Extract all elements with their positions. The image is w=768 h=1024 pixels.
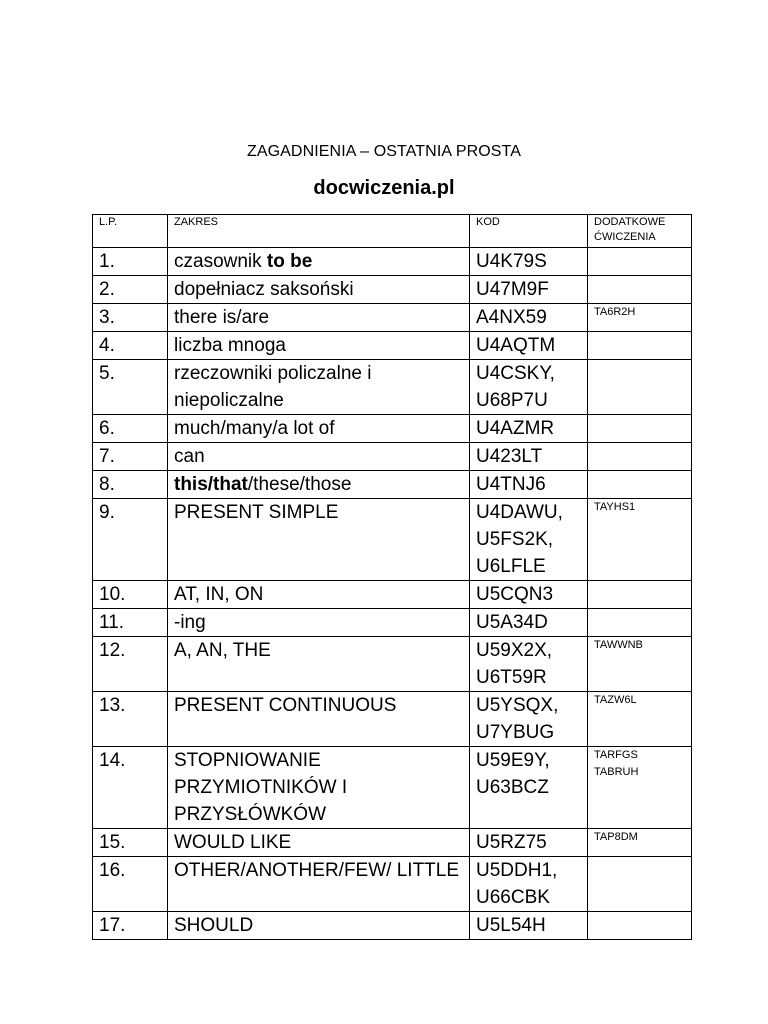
- header-kod: KOD: [470, 215, 588, 248]
- table-row: [93, 692, 692, 747]
- row-lp: 3.: [93, 304, 168, 332]
- zakres-text: czasownik: [174, 251, 267, 272]
- row-lp: 2.: [93, 276, 168, 304]
- row-zakres: OTHER/ANOTHER/FEW/ LITTLE: [168, 857, 470, 912]
- zakres-text: /these/those: [247, 474, 352, 495]
- row-kod: A4NX59: [470, 304, 588, 332]
- row-lp: 6.: [93, 415, 168, 443]
- site-name: docwiczenia.pl: [313, 177, 455, 199]
- row-lp: 15.: [93, 829, 168, 857]
- row-extra: TAWWNB: [588, 637, 692, 692]
- row-lp: 14.: [93, 747, 168, 829]
- row-kod: U423LT: [470, 443, 588, 471]
- row-extra: TAP8DM: [588, 829, 692, 857]
- row-extra: [588, 360, 692, 415]
- table-row: [93, 443, 692, 471]
- row-zakres: PRESENT CONTINUOUS: [168, 692, 470, 747]
- row-extra: TAZW6L: [588, 692, 692, 747]
- row-extra: TA6R2H: [588, 304, 692, 332]
- table-header-row: [93, 215, 692, 248]
- zakres-bold-text: to be: [266, 251, 313, 272]
- row-kod: U5CQN3: [470, 581, 588, 609]
- row-kod: U4TNJ6: [470, 471, 588, 499]
- row-lp: 8.: [93, 471, 168, 499]
- row-kod: U4CSKY, U68P7U: [470, 360, 588, 415]
- row-zakres: [168, 248, 470, 276]
- row-kod: U59X2X, U6T59R: [470, 637, 588, 692]
- table-row: [93, 581, 692, 609]
- table-row: [93, 499, 692, 581]
- row-kod: U47M9F: [470, 276, 588, 304]
- row-extra: TAYHS1: [588, 499, 692, 581]
- row-lp: 5.: [93, 360, 168, 415]
- row-extra: [588, 471, 692, 499]
- row-zakres: SHOULD: [168, 912, 470, 940]
- table-row: [93, 747, 692, 829]
- row-zakres: rzeczowniki policzalne i niepoliczalne: [168, 360, 470, 415]
- row-lp: 1.: [93, 248, 168, 276]
- row-kod: U4AQTM: [470, 332, 588, 360]
- row-zakres: PRESENT SIMPLE: [168, 499, 470, 581]
- row-extra: [588, 609, 692, 637]
- header-zakres: ZAKRES: [168, 215, 470, 248]
- row-lp: 13.: [93, 692, 168, 747]
- row-kod: U4K79S: [470, 248, 588, 276]
- table-row: [93, 471, 692, 499]
- table-row: [93, 304, 692, 332]
- header-lp: L.P.: [93, 215, 168, 248]
- header-dodatkowe-line1: DODATKOWE: [594, 216, 666, 228]
- row-extra: TARFGS TABRUH: [588, 747, 692, 829]
- row-lp: 4.: [93, 332, 168, 360]
- row-lp: 10.: [93, 581, 168, 609]
- table-row: [93, 829, 692, 857]
- row-lp: 16.: [93, 857, 168, 912]
- table-row: [93, 332, 692, 360]
- row-kod: U5A34D: [470, 609, 588, 637]
- table-row: [93, 609, 692, 637]
- row-lp: 12.: [93, 637, 168, 692]
- row-extra: [588, 857, 692, 912]
- row-kod: U5DDH1, U66CBK: [470, 857, 588, 912]
- row-zakres: dopełniacz saksoński: [168, 276, 470, 304]
- table-row: [93, 415, 692, 443]
- row-zakres: A, AN, THE: [168, 637, 470, 692]
- header-dodatkowe-line2: ĆWICZENIA: [594, 231, 656, 243]
- page-heading: ZAGADNIENIA – OSTATNIA PROSTA: [246, 143, 522, 160]
- row-kod: U5YSQX, U7YBUG: [470, 692, 588, 747]
- zakres-bold-text: this/that: [174, 474, 248, 495]
- row-kod: U4AZMR: [470, 415, 588, 443]
- row-lp: 17.: [93, 912, 168, 940]
- row-kod: U4DAWU, U5FS2K, U6LFLE: [470, 499, 588, 581]
- row-extra: [588, 415, 692, 443]
- row-zakres: much/many/a lot of: [168, 415, 470, 443]
- table-row: [93, 637, 692, 692]
- row-extra: [588, 248, 692, 276]
- row-zakres: can: [168, 443, 470, 471]
- table-row: [93, 912, 692, 940]
- row-extra: [588, 332, 692, 360]
- row-kod: U5L54H: [470, 912, 588, 940]
- row-zakres: liczba mnoga: [168, 332, 470, 360]
- row-zakres: [168, 471, 470, 499]
- topics-table: [92, 214, 692, 940]
- row-extra: [588, 581, 692, 609]
- table-row: [93, 248, 692, 276]
- table-row: [93, 360, 692, 415]
- table-row: [93, 276, 692, 304]
- header-dodatkowe: [588, 215, 692, 248]
- row-extra: [588, 443, 692, 471]
- row-extra: [588, 276, 692, 304]
- row-zakres: AT, IN, ON: [168, 581, 470, 609]
- row-kod: U59E9Y, U63BCZ: [470, 747, 588, 829]
- row-zakres: there is/are: [168, 304, 470, 332]
- row-zakres: -ing: [168, 609, 470, 637]
- row-lp: 11.: [93, 609, 168, 637]
- row-kod: U5RZ75: [470, 829, 588, 857]
- row-zakres: STOPNIOWANIE PRZYMIOTNIKÓW I PRZYSŁÓWKÓW: [168, 747, 470, 829]
- row-lp: 9.: [93, 499, 168, 581]
- row-lp: 7.: [93, 443, 168, 471]
- row-zakres: WOULD LIKE: [168, 829, 470, 857]
- table-row: [93, 857, 692, 912]
- row-extra: [588, 912, 692, 940]
